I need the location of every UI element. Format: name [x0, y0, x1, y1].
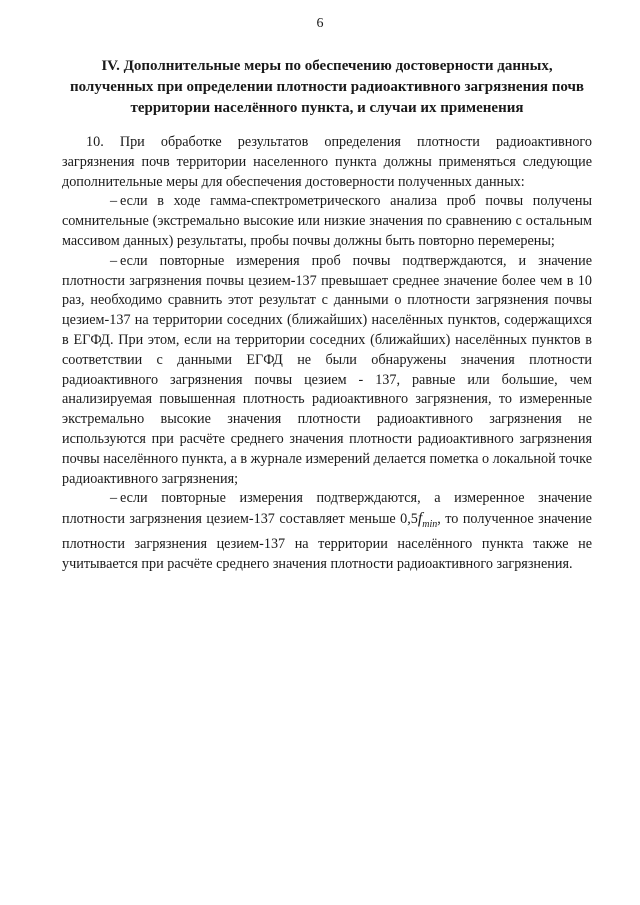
list-item	[62, 252, 592, 490]
dash-marker: –	[110, 490, 118, 507]
list-item-text: если повторные измерения подтверждаются, а измеренное значение плотности загрязнения цезием-137 составляет меньше 0,5	[62, 490, 592, 528]
dash-marker: –	[110, 252, 118, 269]
formula-fmin	[417, 510, 438, 531]
list-item	[62, 489, 592, 574]
page-number: 6	[316, 16, 324, 31]
section-heading-line: территории населённого пункта, и случаи их применения	[130, 100, 524, 116]
list-item-text-continued: , то полученное значение плотности загрязнения цезием-137 на территории населённого пункта также не учитывается при расчёте среднего значения плотности радиоактивного загрязнения.	[62, 511, 592, 572]
section-heading-line: полученных при определении плотности радиоактивного загрязнения почв	[69, 79, 585, 95]
paragraph-10: 10. При обработке результатов определения плотности радиоактивного загрязнения почв территории населенного пункта должны применяться следующие дополнительные меры для обеспечения достоверности полученных данных:	[62, 134, 592, 190]
list-item	[62, 192, 592, 251]
section-heading	[62, 56, 592, 119]
document-body	[62, 133, 592, 575]
formula-subscript: min	[422, 519, 438, 531]
section-heading-line: IV. Дополнительные меры по обеспечению достоверности данных,	[101, 58, 553, 74]
dash-marker: –	[110, 193, 118, 210]
formula-f: f	[417, 510, 423, 528]
list-item-text: если повторные измерения проб почвы подтверждаются, и значение плотности загрязнения почвы цезием-137 превышает среднее значение более чем в 10 раз, необходимо сравнить этот результат с данными о плотности загрязнения почвы цезием-137 на территории соседних (ближайших) населённых пунктов, содержащихся в ЕГФД. При этом, если на территории соседних (ближайших) населённых пунктов в соответствии с данными ЕГФД не были обнаружены значения плотности радиоактивного загрязнения почвы цезием - 137, равные или большие, чем анализируемая повышенная плотность радиоактивного загрязнения, то измеренные экстремально высокие значения плотности радиоактивного загрязнения не используются при расчёте среднего значения плотности радиоактивного загрязнения почвы населённого пункта, а в журнале измерений делается пометка о локальной точке радиоактивного загрязнения;	[62, 252, 592, 487]
list-item-text: если в ходе гамма-спектрометрического анализа проб почвы получены сомнительные (экстремально высокие или низкие значения по сравнению с остальным массивом данных) результаты, пробы почвы должны быть повторно перемерены;	[62, 193, 592, 249]
